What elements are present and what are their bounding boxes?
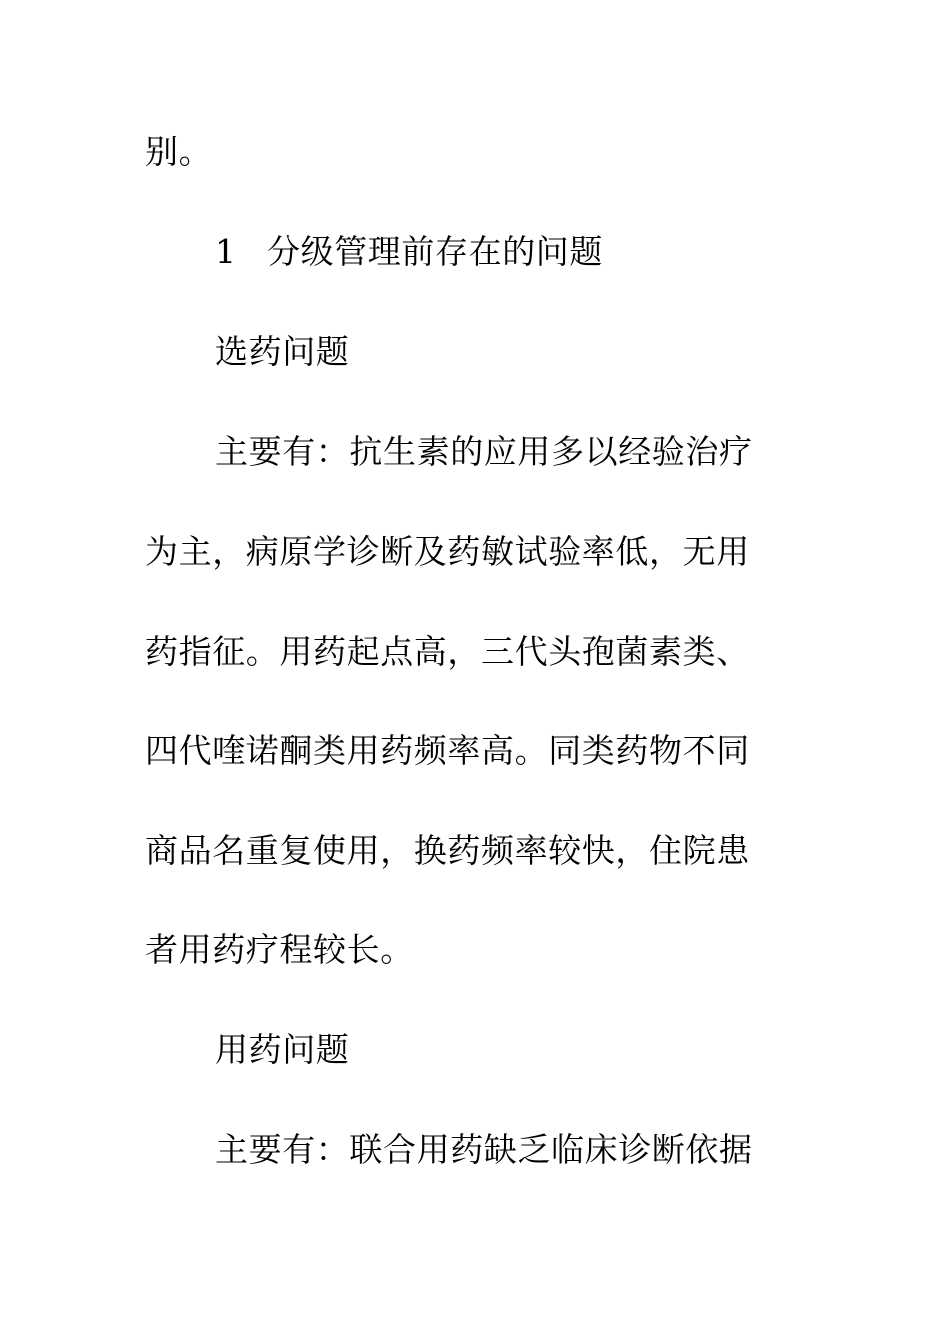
paragraph-line-3: 为主，病原学诊断及药敏试验率低，无用 (145, 532, 750, 571)
section-heading-text: 分级管理前存在的问题 (267, 232, 603, 271)
section-heading (215, 232, 855, 272)
paragraph-line-2: 主要有：抗生素的应用多以经验治疗 (215, 432, 753, 471)
section-number: 1 (215, 232, 237, 271)
paragraph-line-4: 药指征。用药起点高，三代头孢菌素类、 (145, 632, 750, 671)
subheading-drug-selection: 选药问题 (215, 332, 350, 371)
paragraph-line-5: 四代喹诺酮类用药频率高。同类药物不同 (145, 731, 750, 770)
paragraph-line-8: 主要有：联合用药缺乏临床诊断依据 (215, 1130, 753, 1169)
paragraph-line-1: 别。 (145, 132, 213, 171)
paragraph-line-7: 者用药疗程较长。 (145, 930, 414, 969)
paragraph-line-6: 商品名重复使用，换药频率较快，住院患 (145, 831, 750, 870)
subheading-drug-use: 用药问题 (215, 1030, 350, 1069)
